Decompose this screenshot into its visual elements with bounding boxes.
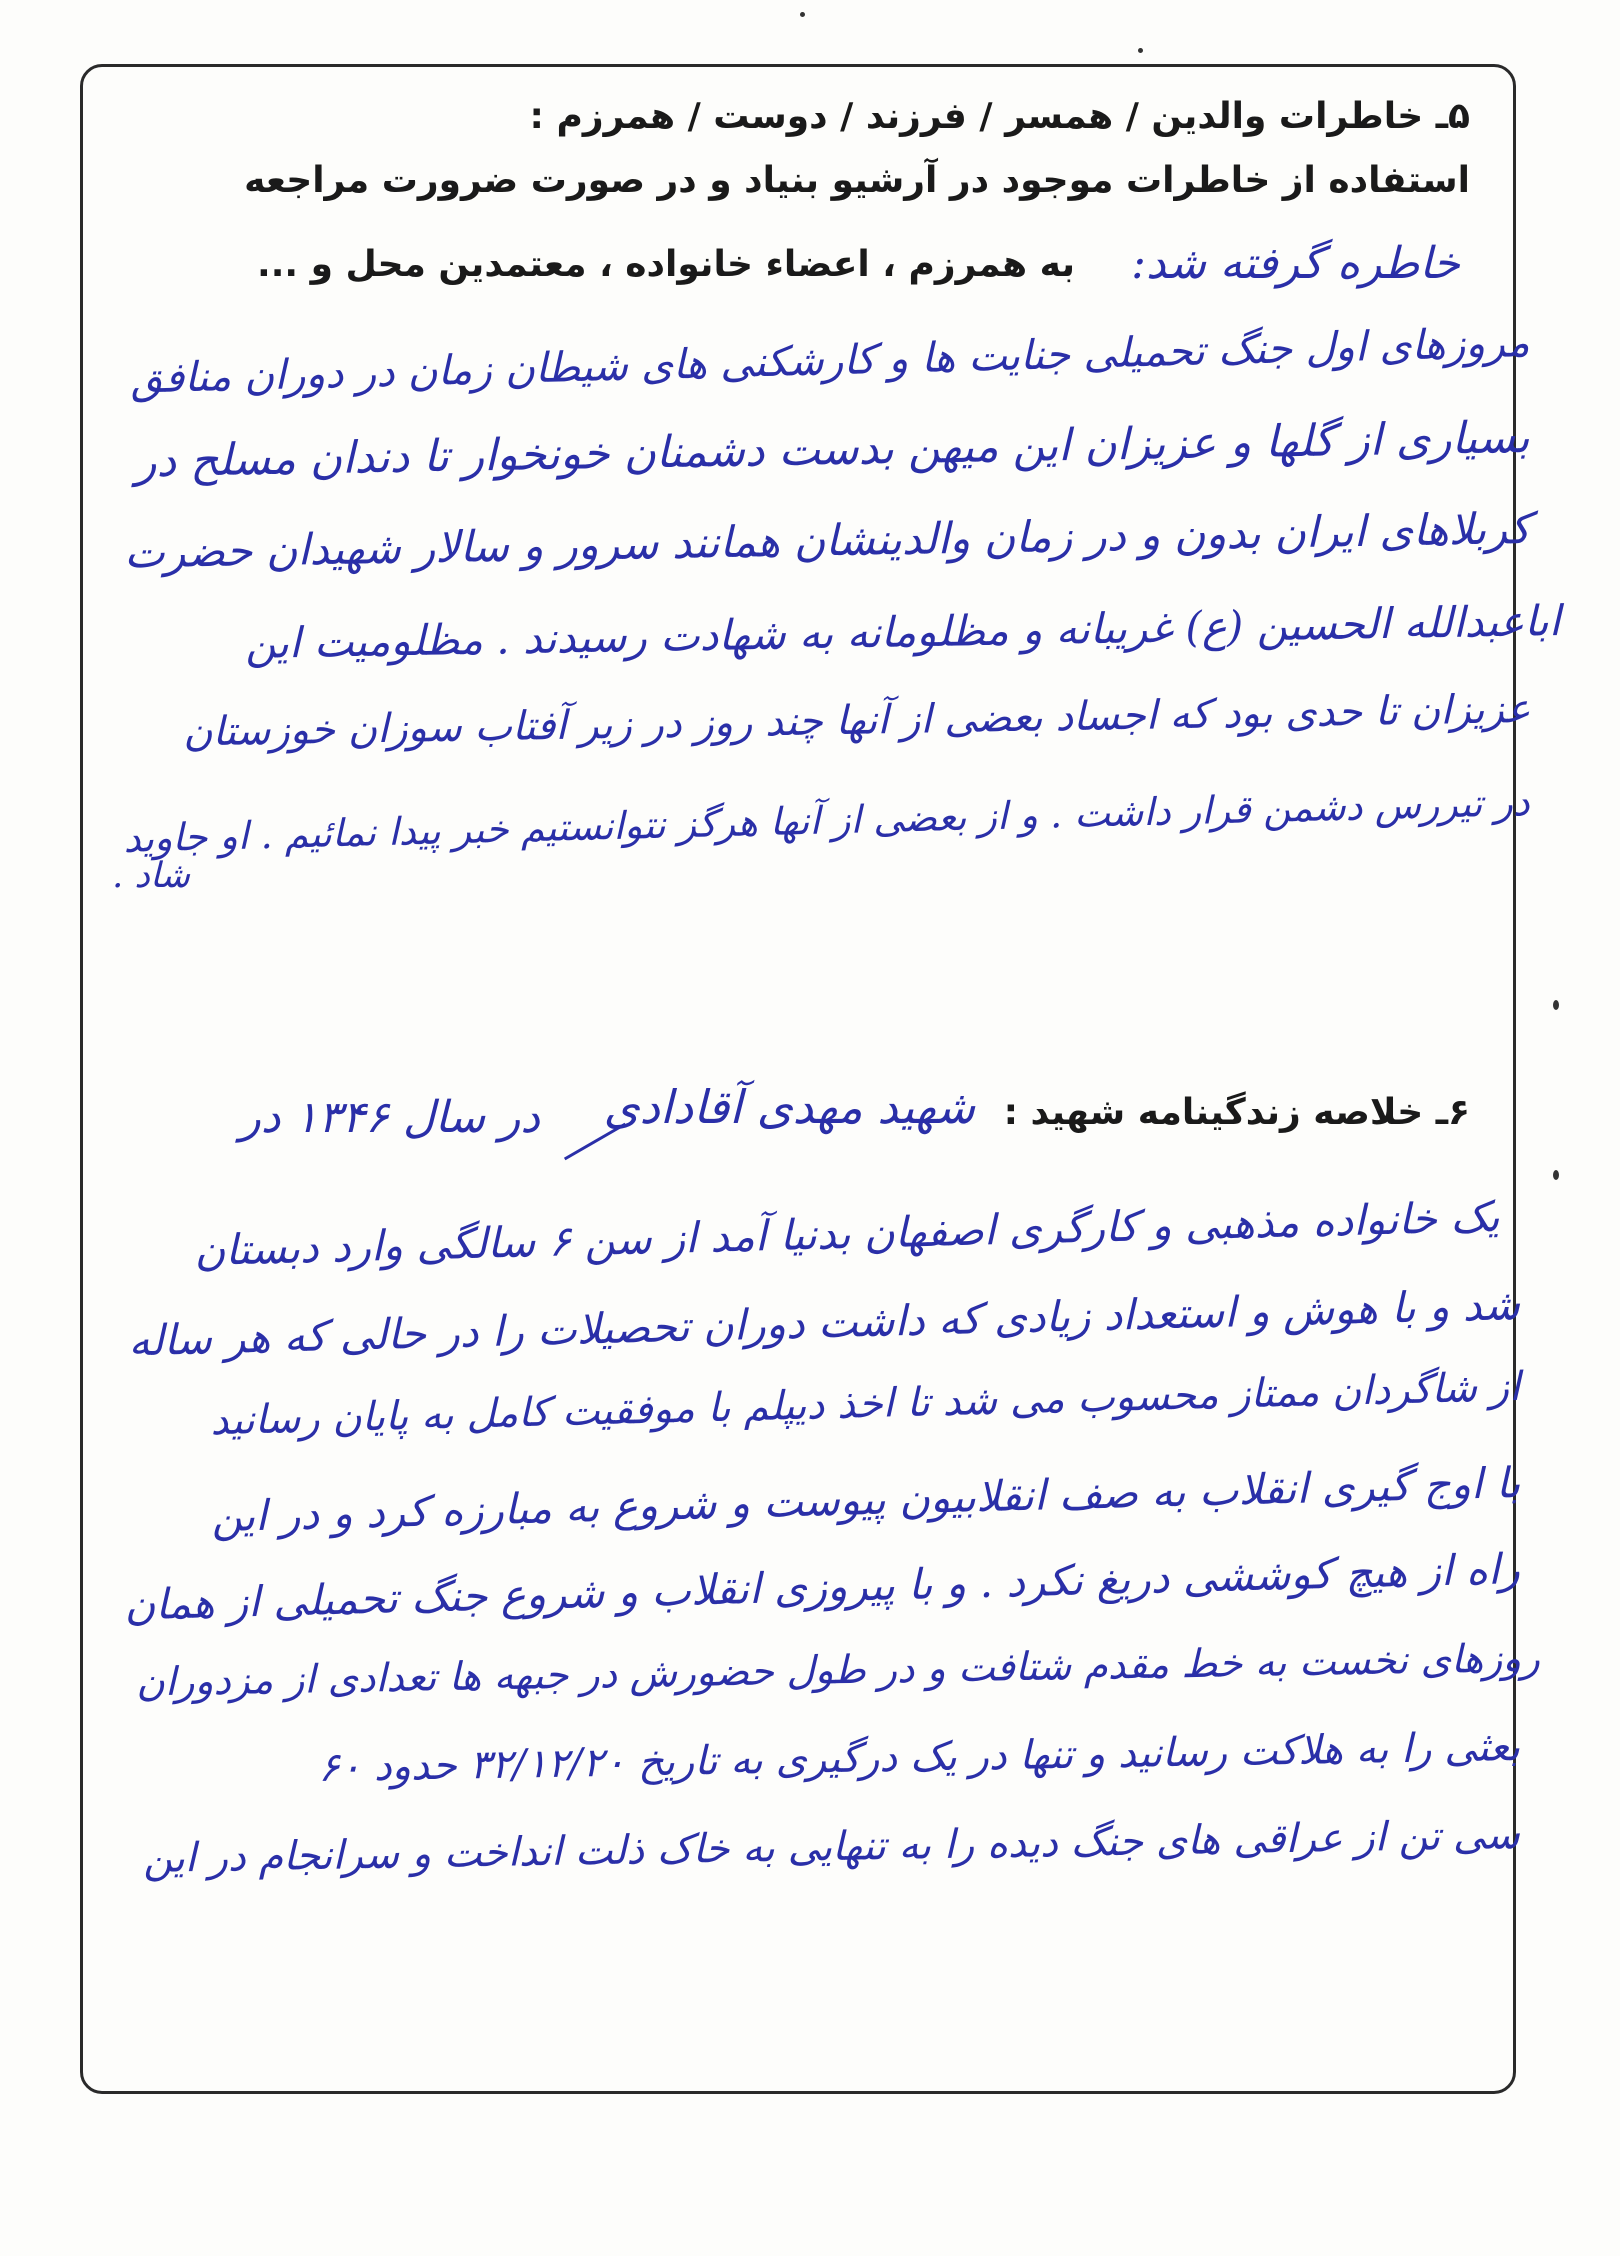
section5-hand-line: مروزهای اول جنگ تحمیلی جنایت ها و کارشکنی های شیطان زمان در دوران منافق bbox=[130, 318, 1531, 403]
section5-hand-line: بسیاری از گلها و عزیزان این میهن بدست دشمنان خونخوار تا دندان مسلح در bbox=[135, 412, 1531, 488]
section5-hand-line: عزیزان تا حدی بود که اجساد بعضی از آنها چند روز در زیر آفتاب سوزان خوزستان bbox=[182, 686, 1531, 756]
section6-year-phrase: در سال ۱۳۴۶ در bbox=[239, 1092, 540, 1143]
section6-hand-line: از شاگردان ممتاز محسوب می شد تا اخذ دیپلم با موفقیت کامل به پایان رسانید bbox=[209, 1364, 1521, 1445]
section6-hand-line: روزهای نخست به خط مقدم شتافت و در طول حضورش در جبهه ها تعدادی از مزدوران bbox=[135, 1636, 1541, 1706]
section5-hand-line: اباعبدالله الحسین (ع) غریبانه و مظلومانه به شهادت رسیدند . مظلومیت این bbox=[244, 596, 1561, 668]
section6-hand-line: بعثی را به هلاکت رسانید و تنها در یک درگیری به تاریخ ۳۲/۱۲/۲۰ حدود ۶۰ bbox=[317, 1724, 1521, 1791]
section6-hand-line: شد و با هوش و استعداد زیادی که داشت دوران تحصیلات را در حالی که هر ساله bbox=[128, 1280, 1521, 1366]
section6-hand-line: راه از هیچ کوششی دریغ نکرد . و با پیروزی انقلاب و شروع جنگ تحمیلی از همان bbox=[124, 1544, 1521, 1630]
section5-instruction-line1: استفاده از خاطرات موجود در آرشیو بنیاد و در صورت ضرورت مراجعه bbox=[244, 160, 1470, 201]
section5-instruction-line2: به همرزم ، اعضاء خانواده ، معتمدین محل و ... bbox=[257, 244, 1075, 285]
section5-handwritten-tail: خاطره گرفته شد: bbox=[1131, 238, 1460, 289]
section6-handwritten-name: شهید مهدی آقادادی bbox=[603, 1080, 975, 1134]
section6-hand-line: با اوج گیری انقلاب به صف انقلابیون پیوست و شروع به مبارزه کرد و در این bbox=[210, 1458, 1521, 1542]
section5-heading: ۵ـ خاطرات والدین / همسر / فرزند / دوست / همرزم : bbox=[529, 96, 1470, 137]
section6-hand-line: سی تن از عراقی های جنگ دیده را به تنهایی به خاک ذلت انداخت و سرانجام در این bbox=[143, 1812, 1521, 1883]
section6-hand-line: یک خانواده مذهبی و کارگری اصفهان بدنیا آمد از سن ۶ سالگی وارد دبستان bbox=[194, 1192, 1501, 1276]
section5-hand-line: کربلاهای ایران بدون و در زمان والدینشان همانند سرور و سالار شهیدان حضرت bbox=[123, 504, 1531, 579]
name-check-mark bbox=[564, 1123, 626, 1161]
section6-heading: ۶ـ خلاصه زندگینامه شهید : bbox=[1003, 1092, 1470, 1133]
section5-hand-line: در تیررس دشمن قرار داشت . و از بعضی از آنها هرگز نتوانستیم خبر پیدا نمائیم . او جاوید bbox=[123, 780, 1531, 861]
section5-hand-line: شاد . bbox=[112, 856, 190, 896]
